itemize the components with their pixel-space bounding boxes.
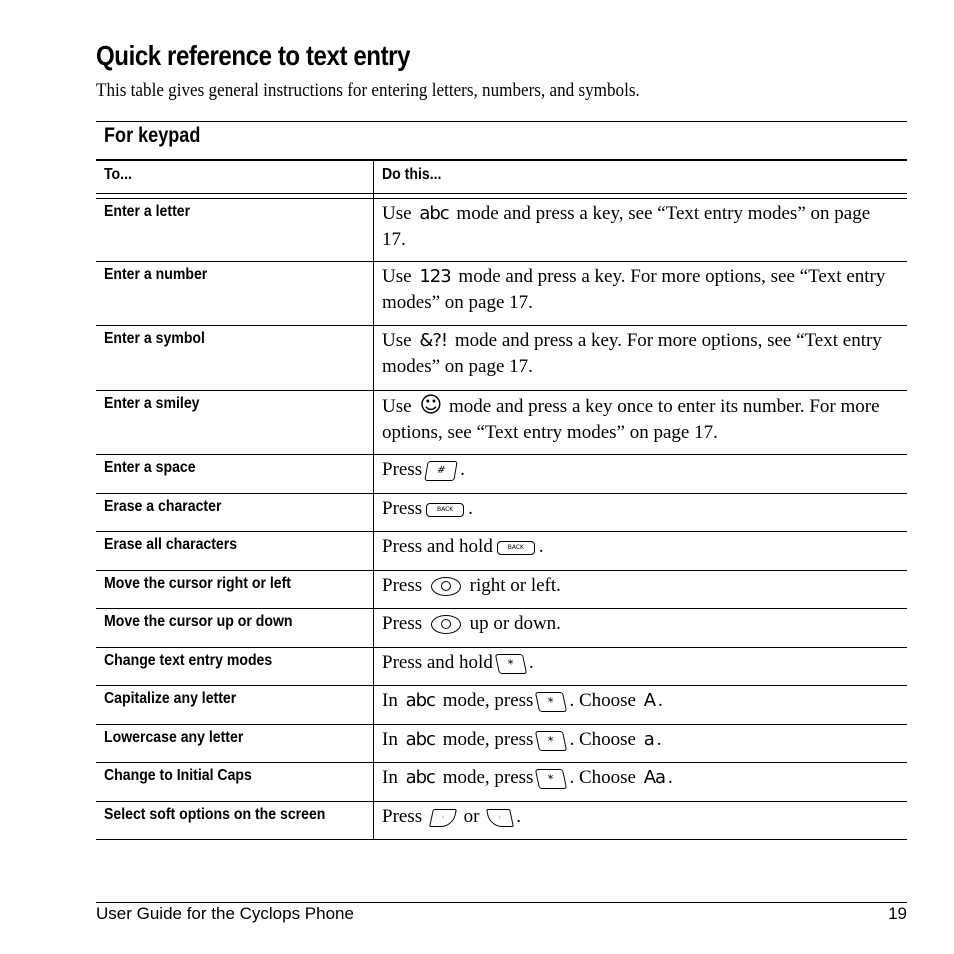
instruction-text: Use bbox=[382, 203, 412, 224]
navigation-key-icon bbox=[431, 615, 461, 634]
footer-guide-title: User Guide for the Cyclops Phone bbox=[96, 904, 354, 923]
row-instruction bbox=[382, 650, 892, 676]
row-action: Lowercase any letter bbox=[104, 729, 244, 746]
initial-caps-icon: Aa bbox=[643, 767, 666, 788]
row-instruction bbox=[382, 534, 892, 560]
row-instruction bbox=[382, 611, 892, 637]
page-title: Quick reference to text entry bbox=[96, 40, 411, 71]
instruction-text: In bbox=[382, 729, 398, 750]
instruction-text: Press bbox=[382, 575, 423, 596]
symbol-mode-icon: &?! bbox=[419, 330, 448, 351]
instruction-text: mode and press a key once to enter its number. For more options, see “Text entry modes” on page 17. bbox=[382, 396, 880, 443]
uppercase-a-icon: A bbox=[643, 690, 656, 711]
row-instruction bbox=[382, 496, 892, 522]
row-instruction bbox=[382, 328, 892, 380]
table-row bbox=[96, 262, 907, 326]
instruction-text: or bbox=[463, 806, 480, 827]
row-action: Move the cursor right or left bbox=[104, 575, 291, 592]
intro-text: This table gives general instructions for entering letters, numbers, and symbols. bbox=[96, 80, 640, 101]
row-instruction bbox=[382, 573, 892, 599]
header-rule-1 bbox=[96, 193, 907, 194]
column-header-do: Do this... bbox=[382, 166, 442, 183]
table-row bbox=[96, 199, 907, 262]
instruction-text: . Choose bbox=[569, 729, 636, 750]
123-mode-icon: 123 bbox=[419, 266, 451, 287]
row-action: Erase all characters bbox=[104, 536, 238, 553]
instruction-text: Press and hold bbox=[382, 652, 493, 673]
table-row bbox=[96, 571, 907, 609]
row-action: Enter a letter bbox=[104, 203, 191, 220]
instruction-text: . bbox=[538, 536, 544, 557]
star-key-icon: * bbox=[535, 731, 567, 751]
row-instruction bbox=[382, 804, 892, 830]
table-row bbox=[96, 532, 907, 571]
table-row bbox=[96, 455, 907, 494]
row-action: Enter a symbol bbox=[104, 330, 205, 347]
instruction-text: . bbox=[656, 729, 662, 750]
row-action: Change text entry modes bbox=[104, 652, 273, 669]
instruction-text: Press bbox=[382, 459, 423, 480]
table-row bbox=[96, 326, 907, 391]
section-title: For keypad bbox=[104, 124, 201, 147]
back-key-icon: BACK bbox=[426, 503, 464, 517]
row-action: Select soft options on the screen bbox=[104, 806, 326, 823]
instruction-text: Press bbox=[382, 613, 423, 634]
row-instruction bbox=[382, 201, 892, 253]
instruction-text: Use bbox=[382, 266, 412, 287]
row-action: Enter a space bbox=[104, 459, 196, 476]
instruction-text: . Choose bbox=[569, 767, 636, 788]
row-action: Enter a number bbox=[104, 266, 208, 283]
abc-mode-icon: abc bbox=[419, 203, 449, 224]
instruction-text: . bbox=[460, 459, 465, 480]
star-key-icon: * bbox=[535, 769, 567, 789]
instruction-text: Use bbox=[382, 396, 412, 417]
instruction-text: Use bbox=[382, 330, 412, 351]
row-instruction bbox=[382, 688, 892, 714]
instruction-text: . bbox=[516, 806, 521, 827]
table-row bbox=[96, 763, 907, 802]
column-header-to: To... bbox=[104, 166, 132, 183]
star-key-icon: * bbox=[535, 692, 567, 712]
instruction-text: . bbox=[468, 498, 473, 519]
navigation-key-icon bbox=[431, 577, 461, 596]
row-action: Move the cursor up or down bbox=[104, 613, 293, 630]
instruction-text: In bbox=[382, 690, 398, 711]
instruction-text: Press and hold bbox=[382, 536, 493, 557]
left-soft-key-icon: · bbox=[429, 809, 457, 827]
instruction-text: mode and press a key. For more options, see “Text entry modes” on page 17. bbox=[382, 266, 886, 313]
table-row bbox=[96, 725, 907, 763]
instruction-text: . bbox=[658, 690, 663, 711]
star-key-icon: * bbox=[495, 654, 527, 674]
top-rule bbox=[96, 121, 907, 122]
instruction-text: mode, press bbox=[442, 729, 534, 750]
back-key-icon: BACK bbox=[497, 541, 535, 555]
page-number: 19 bbox=[888, 904, 907, 923]
table-row bbox=[96, 802, 907, 840]
instruction-text: . bbox=[668, 767, 673, 788]
instruction-text: mode and press a key, see “Text entry modes” on page 17. bbox=[382, 203, 871, 250]
instruction-text: mode, press bbox=[442, 767, 534, 788]
row-action: Enter a smiley bbox=[104, 395, 200, 412]
row-instruction bbox=[382, 264, 892, 316]
abc-mode-icon: abc bbox=[405, 690, 435, 711]
row-instruction bbox=[382, 727, 892, 753]
row-instruction bbox=[382, 457, 892, 483]
row-action: Change to Initial Caps bbox=[104, 767, 252, 784]
abc-mode-icon: abc bbox=[405, 729, 435, 750]
instruction-text: right or left. bbox=[469, 575, 561, 596]
pound-space-key-icon: # bbox=[424, 461, 458, 481]
table-row bbox=[96, 391, 907, 455]
section-rule bbox=[96, 159, 907, 161]
instruction-text: up or down. bbox=[469, 613, 561, 634]
row-action: Erase a character bbox=[104, 498, 222, 515]
table-row bbox=[96, 494, 907, 532]
table-row bbox=[96, 609, 907, 648]
row-instruction bbox=[382, 765, 892, 791]
instruction-text: Press bbox=[382, 498, 423, 519]
instruction-text: Press bbox=[382, 806, 423, 827]
row-action: Capitalize any letter bbox=[104, 690, 237, 707]
smiley-mode-icon: ☺ bbox=[419, 393, 442, 418]
instruction-text: . bbox=[528, 652, 534, 673]
instruction-text: mode, press bbox=[442, 690, 534, 711]
right-soft-key-icon: · bbox=[486, 809, 514, 827]
instruction-text: mode and press a key. For more options, see “Text entry modes” on page 17. bbox=[382, 330, 882, 377]
table-row bbox=[96, 686, 907, 725]
lowercase-a-icon: a bbox=[643, 729, 654, 750]
table-row bbox=[96, 648, 907, 686]
footer-rule bbox=[96, 902, 907, 903]
abc-mode-icon: abc bbox=[405, 767, 435, 788]
instruction-text: In bbox=[382, 767, 398, 788]
instruction-text: . Choose bbox=[569, 690, 636, 711]
row-instruction bbox=[382, 393, 892, 446]
